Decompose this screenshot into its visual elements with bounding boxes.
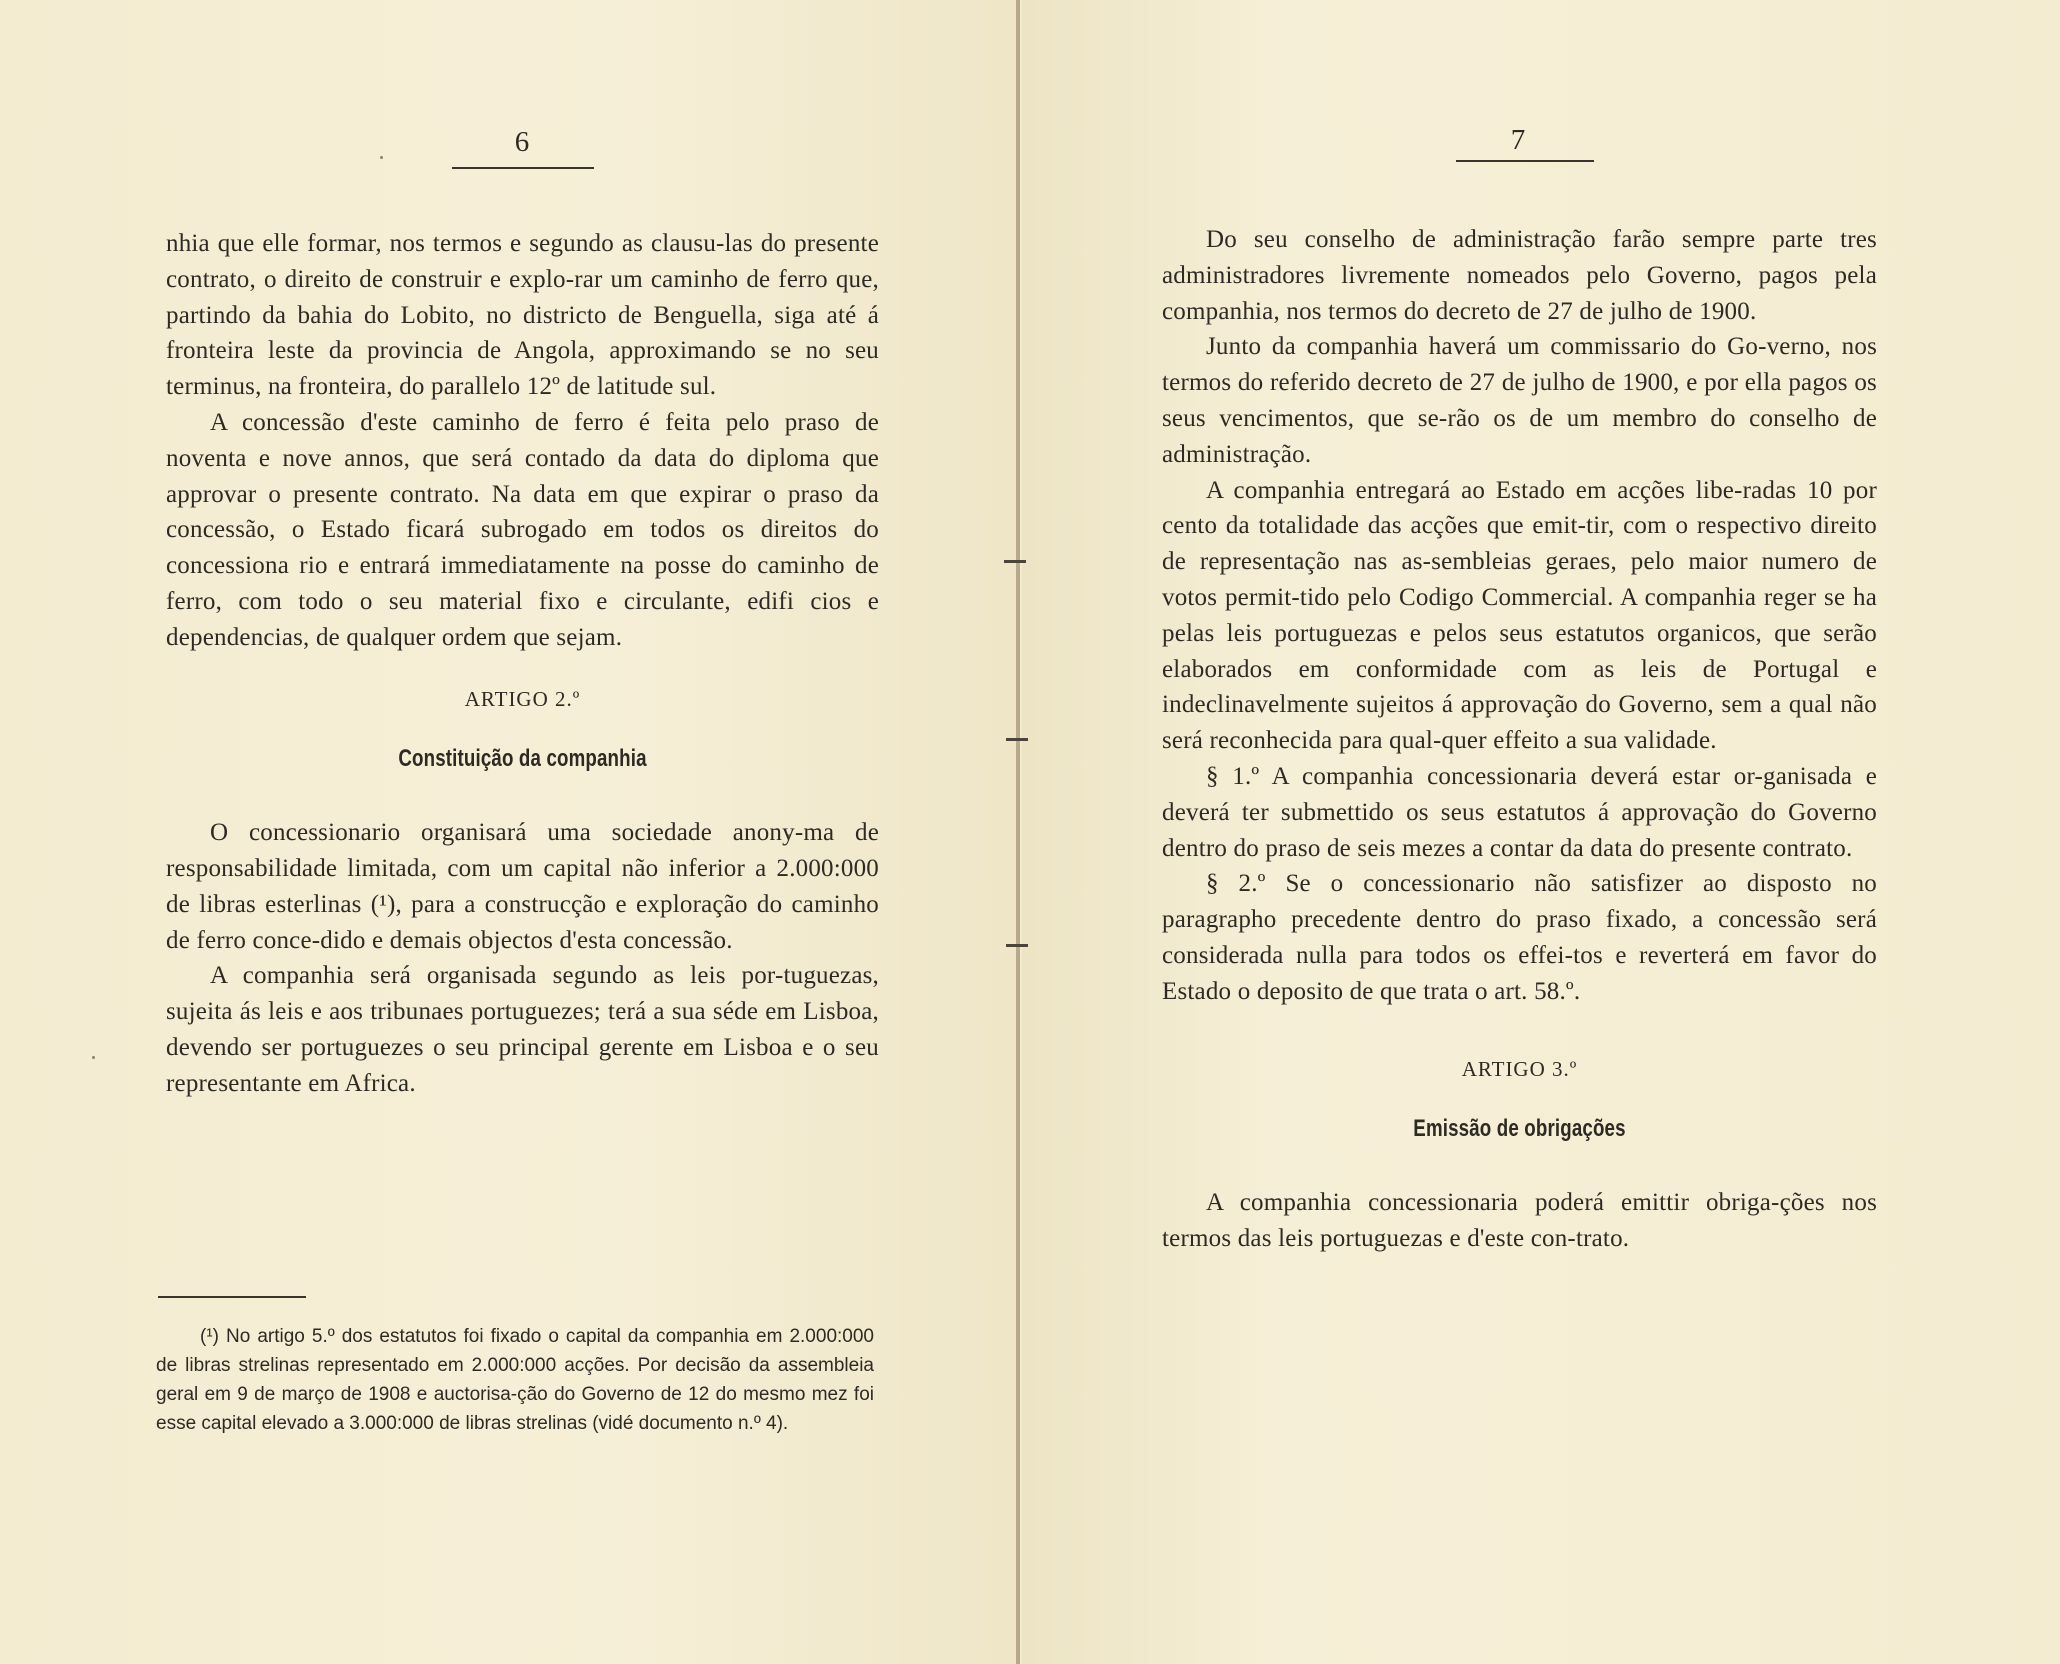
article-subheading: Constituição da companhia	[398, 745, 647, 773]
page-number-rule	[452, 167, 594, 169]
footnote	[156, 1322, 874, 1438]
article-subheading: Emissão de obrigações	[1413, 1115, 1626, 1143]
page-number: 7	[1510, 124, 1526, 156]
right-text-column	[1162, 222, 1877, 1257]
speck	[92, 1056, 95, 1059]
paragraph: nhia que elle formar, nos termos e segundo as clausu-las do presente contrato, o direito de construir e explo-rar um caminho de ferro que, partindo da bahia do Lobito, no districto de Benguella, siga até á fronteira leste da provincia de Angola, approximando se no seu terminus, na fronteira, do parallelo 12º de latitude sul.	[166, 230, 879, 401]
footnote-rule	[158, 1296, 306, 1298]
margin-mark	[1006, 738, 1028, 741]
paragraph: A companhia concessionaria poderá emittir obriga-ções nos termos das leis portuguezas e d'este con-trato.	[1162, 1189, 1877, 1252]
article-heading: ARTIGO 3.º	[1461, 1056, 1578, 1081]
paragraph: A concessão d'este caminho de ferro é feita pelo praso de noventa e nove annos, que será contado da data do diploma que approvar o presente contrato. Na data em que expirar o praso da concessão, o Estado ficará subrogado em todos os direitos do concessiona rio e entrará immediatamente na posse do caminho de ferro, com todo o seu material fixo e circulante, edifi cios e dependencias, de qualquer ordem que sejam.	[166, 408, 879, 651]
paragraph: Junto da companhia haverá um commissario do Go-verno, nos termos do referido decreto de 27 de julho de 1900, e por ella pagos os seus vencimentos, que se-rão os de um membro do conselho de administração.	[1162, 333, 1877, 468]
page-number: 6	[514, 126, 530, 158]
margin-mark	[1006, 944, 1028, 947]
paragraph: § 2.º Se o concessionario não satisfizer ao disposto no paragrapho precedente dentro do praso fixado, a concessão será considerada nulla para todos os effei-tos e reverterá em favor do Estado o deposito de que trata o art. 58.º.	[1162, 870, 1877, 1005]
book-gutter	[1016, 0, 1020, 1664]
page-number-rule	[1456, 160, 1594, 162]
footnote-text: (¹) No artigo 5.º dos estatutos foi fixado o capital da companhia em 2.000:000 de libras strelinas representado em 2.000:000 acções. Por decisão da assembleia geral em 9 de março de 1908 e auctorisa-ção do Governo de 12 do mesmo mez foi esse capital elevado a 3.000:000 de libras strelinas (vidé documento n.º 4).	[156, 1326, 874, 1434]
margin-mark	[1004, 560, 1026, 563]
left-text-column	[166, 226, 879, 1102]
paragraph: § 1.º A companhia concessionaria deverá estar or-ganisada e deverá ter submettido os seus estatutos á approvação do Governo dentro do praso de seis mezes a contar da data do presente contrato.	[1162, 762, 1877, 862]
paragraph: O concessionario organisará uma sociedade anony-ma de responsabilidade limitada, com um capital não inferior a 2.000:000 de libras esterlinas (¹), para a construcção e exploração do caminho de ferro conce-dido e demais objectos d'esta concessão.	[166, 819, 879, 954]
paragraph: A companhia entregará ao Estado em acções libe-radas 10 por cento da totalidade das acções que emit-tir, com o respectivo direito de representação nas as-sembleias geraes, pelo maior numero de votos permit-tido pelo Codigo Commercial. A companhia reger se ha pelas leis portuguezas e pelos seus estatutos organicos, que serão elaborados em conformidade com as leis de Portugal e indeclinavelmente sujeitos á approvação do Governo, sem a qual não será reconhecida para qual-quer effeito a sua validade.	[1162, 476, 1877, 755]
paragraph: Do seu conselho de administração farão sempre parte tres administradores livremente nomeados pelo Governo, pagos pela companhia, nos termos do decreto de 27 de julho de 1900.	[1162, 226, 1877, 325]
article-heading: ARTIGO 2.º	[464, 686, 581, 711]
speck	[380, 156, 383, 159]
paragraph: A companhia será organisada segundo as leis por-tuguezas, sujeita ás leis e aos tribunaes portuguezes; terá a sua séde em Lisboa, devendo ser portuguezes o seu principal gerente em Lisboa e o seu representante em Africa.	[166, 962, 879, 1097]
